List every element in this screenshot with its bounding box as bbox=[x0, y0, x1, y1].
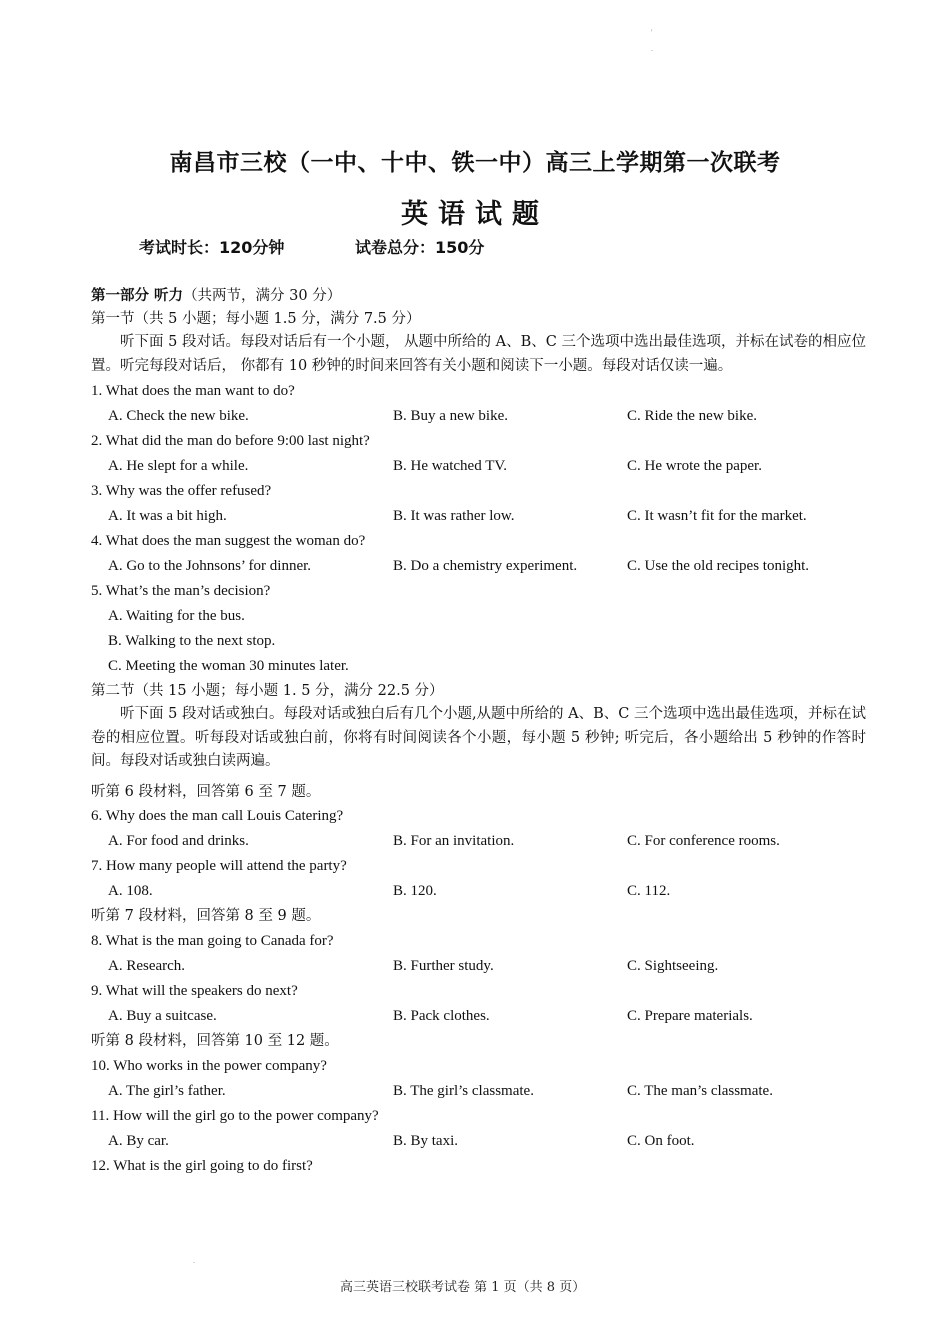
option-a: A. Research. bbox=[108, 957, 186, 974]
question-4: 4. What does the man suggest the woman do? bbox=[91, 533, 366, 549]
part1-heading-bold: 第一部分 听力 bbox=[91, 287, 184, 304]
option-c: C. Prepare materials. bbox=[627, 1007, 753, 1024]
option-c: C. 112. bbox=[627, 882, 671, 899]
material-7-heading: 听第 7 段材料，回答第 8 至 9 题。 bbox=[91, 907, 321, 924]
option-c: C. Ride the new bike. bbox=[627, 408, 757, 424]
exam-content bbox=[91, 283, 866, 1179]
question-3: 3. Why was the offer refused? bbox=[91, 483, 272, 499]
option-b: B. Buy a new bike. bbox=[393, 408, 508, 424]
option-b: B. Pack clothes. bbox=[393, 1007, 490, 1024]
question-10: 10. Who works in the power company? bbox=[91, 1057, 327, 1074]
question-10-options bbox=[91, 1079, 866, 1104]
section2-instructions: 听下面 5 段对话或独白。每段对话或独白后有几个小题,从题中所给的 A、B、C 三个选项中选出最佳选项，并标在试卷的相应位置。听每段对话或独白前，你将有时间阅读各个小题，每小题 5 秒钟; 听完后，各小题给出 5 秒钟的作答时间。每段对话或独白读两遍。 bbox=[91, 706, 866, 769]
corner-mark-2: . bbox=[651, 44, 653, 53]
option-b: B. 120. bbox=[393, 882, 437, 899]
question-9-options bbox=[91, 1004, 866, 1029]
option-c: C. On foot. bbox=[627, 1132, 695, 1149]
option-a: A. Go to the Johnsons’ for dinner. bbox=[108, 558, 312, 574]
option-b: B. He watched TV. bbox=[393, 458, 508, 474]
option-c: C. It wasn’t fit for the market. bbox=[627, 508, 807, 524]
question-5: 5. What’s the man’s decision? bbox=[91, 583, 271, 599]
option-c: C. The man’s classmate. bbox=[627, 1082, 773, 1099]
option-a: A. 108. bbox=[108, 882, 153, 899]
option-a: A. Check the new bike. bbox=[108, 408, 249, 424]
question-7-options bbox=[91, 879, 866, 904]
option-c: C. He wrote the paper. bbox=[627, 458, 762, 474]
option-b: B. For an invitation. bbox=[393, 832, 515, 849]
exam-duration: 考试时长：120分钟 bbox=[139, 238, 285, 257]
exam-total-score: 试卷总分：150分 bbox=[355, 238, 485, 257]
section1-instructions: 听下面 5 段对话。每段对话后有一个小题， 从题中所给的 A、B、C 三个选项中选出最佳选项，并标在试卷的相应位置。听完每段对话后， 你都有 10 秒钟的时间来回答有关小题和阅读下一小题。每段对话仅读一遍。 bbox=[91, 334, 866, 374]
option-c: C. Meeting the woman 30 minutes later. bbox=[108, 658, 349, 674]
exam-subject-title: 英语试题 bbox=[401, 199, 549, 230]
question-1-options bbox=[91, 404, 866, 429]
option-c: C. For conference rooms. bbox=[627, 832, 780, 849]
material-8-heading: 听第 8 段材料，回答第 10 至 12 题。 bbox=[91, 1032, 339, 1049]
question-8: 8. What is the man going to Canada for? bbox=[91, 932, 334, 949]
option-a: A. Waiting for the bus. bbox=[108, 608, 245, 624]
question-2: 2. What did the man do before 9:00 last night? bbox=[91, 433, 370, 449]
page-footer: 高三英语三校联考试卷 第 1 页（共 8 页） bbox=[340, 1280, 586, 1295]
option-b: B. The girl’s classmate. bbox=[393, 1082, 534, 1099]
option-a: A. By car. bbox=[108, 1132, 169, 1149]
question-11: 11. How will the girl go to the power company? bbox=[91, 1107, 379, 1124]
option-b: B. It was rather low. bbox=[393, 508, 515, 524]
question-9: 9. What will the speakers do next? bbox=[91, 982, 298, 999]
question-2-options bbox=[91, 454, 866, 479]
part1-heading bbox=[91, 283, 866, 308]
option-b: B. Further study. bbox=[393, 957, 494, 974]
question-6-options bbox=[91, 829, 866, 854]
option-b: B. By taxi. bbox=[393, 1132, 459, 1149]
question-7: 7. How many people will attend the party? bbox=[91, 857, 347, 874]
section1-heading: 第一节（共 5 小题；每小题 1.5 分，满分 7.5 分） bbox=[91, 311, 421, 327]
corner-mark-1: ' bbox=[651, 28, 653, 37]
question-12: 12. What is the girl going to do first? bbox=[91, 1157, 313, 1174]
option-c: C. Sightseeing. bbox=[627, 957, 719, 974]
question-3-options bbox=[91, 504, 866, 529]
question-6: 6. Why does the man call Louis Catering? bbox=[91, 807, 344, 824]
option-a: A. He slept for a while. bbox=[108, 458, 249, 474]
option-a: A. The girl’s father. bbox=[108, 1082, 226, 1099]
exam-main-title: 南昌市三校（一中、十中、铁一中）高三上学期第一次联考 bbox=[169, 150, 781, 176]
question-8-options bbox=[91, 954, 866, 979]
option-a: A. Buy a suitcase. bbox=[108, 1007, 217, 1024]
option-a: A. It was a bit high. bbox=[108, 508, 227, 524]
option-b: B. Walking to the next stop. bbox=[108, 633, 276, 649]
part1-heading-rest: （共两节，满分 30 分） bbox=[183, 288, 342, 304]
question-11-options bbox=[91, 1129, 866, 1154]
option-c: C. Use the old recipes tonight. bbox=[627, 558, 810, 574]
option-a: A. For food and drinks. bbox=[108, 832, 249, 849]
bottom-mark: . bbox=[193, 1256, 195, 1265]
question-4-options bbox=[91, 554, 866, 579]
question-1: 1. What does the man want to do? bbox=[91, 383, 295, 399]
section2-heading: 第二节（共 15 小题；每小题 1. 5 分，满分 22.5 分） bbox=[91, 683, 444, 699]
material-6-heading: 听第 6 段材料，回答第 6 至 7 题。 bbox=[91, 783, 321, 800]
option-b: B. Do a chemistry experiment. bbox=[393, 558, 578, 574]
